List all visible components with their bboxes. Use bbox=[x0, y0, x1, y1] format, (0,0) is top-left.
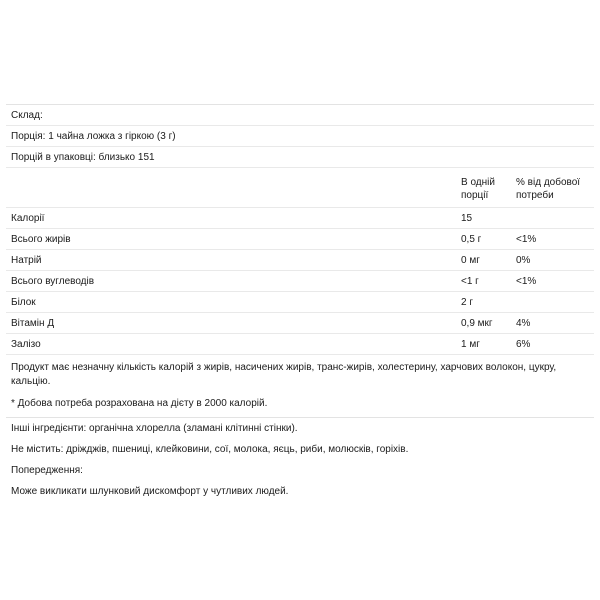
nutrient-daily-value: 4% bbox=[516, 317, 531, 329]
table-row bbox=[6, 334, 594, 355]
table-row bbox=[6, 208, 594, 229]
warning-text: Може викликати шлунковий дискомфорт у чутливих людей. bbox=[11, 486, 289, 497]
composition-row bbox=[6, 105, 594, 126]
header-daily-value: % від добової потреби bbox=[516, 177, 581, 201]
supplement-facts-table bbox=[6, 104, 594, 418]
nutrient-name: Вітамін Д bbox=[11, 317, 55, 329]
does-not-contain: Не містить: дріжджів, пшениці, клейковини, сої, молока, яєць, риби, молюсків, горіхів. bbox=[11, 444, 409, 455]
serving-size-row bbox=[6, 126, 594, 147]
nutrient-name: Всього вуглеводів bbox=[11, 275, 95, 287]
other-ingredients: Інші інгредієнти: органічна хлорелла (зламані клітинні стінки). bbox=[11, 423, 298, 434]
nutrient-name: Калорії bbox=[11, 212, 45, 224]
nutrient-daily-value: 6% bbox=[516, 338, 531, 350]
table-row bbox=[6, 313, 594, 334]
nutrient-name: Залізо bbox=[11, 338, 41, 350]
nutrient-amount: 0 мг bbox=[461, 254, 480, 266]
servings-per-container-row bbox=[6, 147, 594, 168]
nutrient-amount: 0,9 мкг bbox=[461, 317, 493, 329]
header-amount-per-serving: В одній порції bbox=[461, 177, 495, 201]
nutrient-name: Натрій bbox=[11, 254, 42, 266]
servings-per-container-text: Порцій в упаковці: близько 151 bbox=[11, 151, 155, 163]
nutrient-name: Білок bbox=[11, 296, 36, 308]
warning-label: Попередження: bbox=[11, 465, 83, 476]
nutrient-name: Всього жирів bbox=[11, 233, 71, 245]
nutrient-daily-value: 0% bbox=[516, 254, 531, 266]
serving-size-text: Порція: 1 чайна ложка з гіркою (3 г) bbox=[11, 130, 176, 142]
nutrient-amount: <1 г bbox=[461, 275, 479, 287]
table-row bbox=[6, 292, 594, 313]
nutrient-amount: 0,5 г bbox=[461, 233, 482, 245]
nutrient-daily-value: <1% bbox=[516, 233, 537, 245]
nutrient-daily-value: <1% bbox=[516, 275, 537, 287]
daily-value-footnote: * Добова потреба розрахована на дієту в 2000 калорій. bbox=[11, 398, 268, 409]
table-row bbox=[6, 229, 594, 250]
nutrient-amount: 1 мг bbox=[461, 338, 480, 350]
nutrient-amount: 15 bbox=[461, 212, 473, 224]
table-row bbox=[6, 250, 594, 271]
supplement-facts-panel bbox=[6, 104, 594, 502]
table-row bbox=[6, 271, 594, 292]
nutrient-amount: 2 г bbox=[461, 296, 473, 308]
composition-label: Склад: bbox=[11, 109, 43, 121]
table-header-row bbox=[6, 168, 594, 208]
insignificant-note: Продукт має незначну кількість калорій з жирів, насичених жирів, транс-жирів, холестерину, харчових волокон, цукру, кальцію. bbox=[11, 362, 557, 387]
notes-block bbox=[6, 355, 594, 417]
